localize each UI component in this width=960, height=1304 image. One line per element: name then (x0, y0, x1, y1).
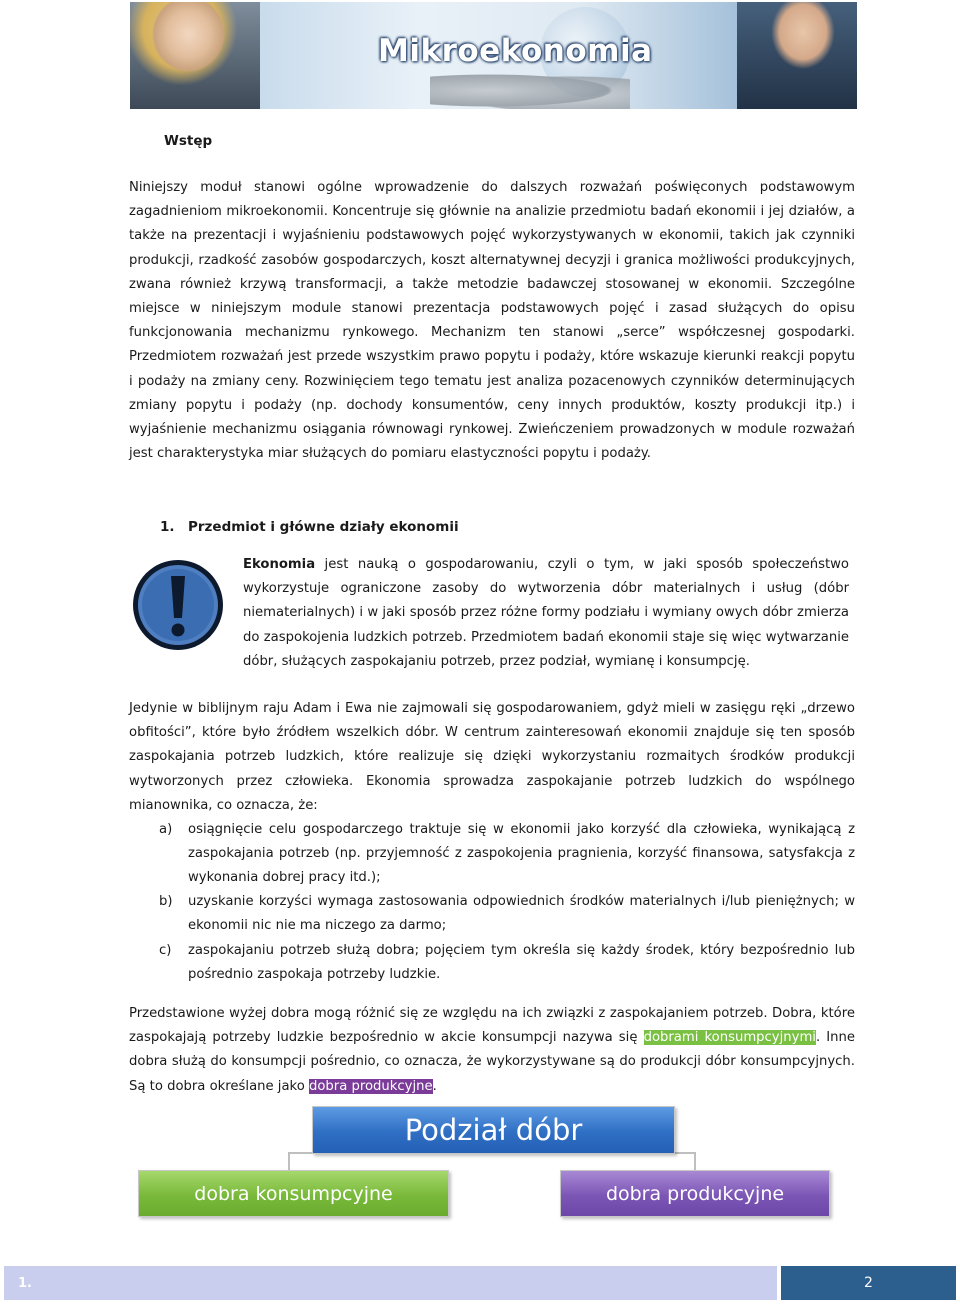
highlight-producer-goods: dobra produkcyjne (308, 1078, 433, 1094)
footer-section-label: 1. (4, 1266, 777, 1300)
list-text: osiągnięcie celu gospodarczego traktuje się w ekonomii jako korzyść dla człowieka, wynikającą z zaspokajania potrzeb (np. przyjemność z zaspokojenia pragnienia, korzyść finansowa, satysfakcja z wykonania dobrej pracy itd.); (188, 822, 855, 886)
banner-photo-man (737, 2, 857, 109)
diagram-consumer-goods-box: dobra konsumpcyjne (138, 1170, 449, 1217)
intro-paragraph: Niniejszy moduł stanowi ogólne wprowadzenie do dalszych rozważań poświęconych podstawowym zagadnieniom mikroekonomii. Koncentruje się głównie na analizie przedmiotu badań ekonomii i jej działów, a także na prezentacji i wyjaśnieniu podstawowych pojęć wykorzystywanych w ekonomii, takich jak czynniki produkcji, rzadkość zasobów gospodarczych, koszt alternatywnej decyzji i granica możliwości produkcyjnych, zwana również krzywą transformacji, a także metodzie badawczej stosowanej w ekonomii. Szczególne miejsce w niniejszym module stanowi prezentacja podstawowych pojęć i zasad służących do opisu funkcjonowania mechanizmu rynkowego. Mechanizm ten stanowi „serce” współczesnej gospodarki. Przedmiotem rozważań jest przede wszystkim prawo popytu i podaży, które wskazuje kierunki reakcji popytu i podaży na zmiany ceny. Rozwinięciem tego tematu jest analiza pozacenowych czynników determinujących zmiany popytu i podaży (np. dochody konsumentów, ceny innych produktów, koszty produkcji itp.) i wyjaśnienie mechanizmu osiągania równowagi rynkowej. Zwieńczeniem prowadzonych w module rozważań jest charakterystyka miar służących do pomiaru elastyczności popytu i podaży. (129, 180, 855, 462)
banner-coins-graphic (430, 72, 630, 109)
goods-text-part1: Przedstawione wyżej dobra mogą różnić się ze względu na ich związki z zaspokajaniem potrzeb. Dobra, które zaspokajają potrzeby ludzkie bezpośrednio w akcie konsumpcji nazywa się (129, 1006, 855, 1046)
goods-text-part2: . Inne dobra służą do konsumpcji pośrednio, co oznacza, że wykorzystywane są do produkcji dóbr konsumpcyjnych. Są to dobra określane jako (129, 1030, 855, 1094)
section-title: Przedmiot i główne działy ekonomii (188, 519, 459, 535)
highlight-consumer-goods: dobrami konsumpcyjnymi (643, 1030, 816, 1046)
footer-page-number: 2 (781, 1266, 956, 1300)
header-banner (130, 2, 857, 109)
diagram-connector-right (694, 1152, 696, 1170)
list-text: zaspokajaniu potrzeb służą dobra; pojęciem tym określa się każdy środek, który bezpośrednio lub pośrednio zaspokaja potrzeby ludzkie. (188, 943, 855, 983)
economy-paragraph: Jedynie w biblijnym raju Adam i Ewa nie zajmowali się gospodarowaniem, gdyż mieli w zasięgu ręki „drzewo obfitości”, które było źródłem wszelkich dóbr. W centrum zainteresowań ekonomii znajduje się ten sposób zaspokajania potrzeb ludzkich, które realizuje się dzięki wykorzystaniu rozmaitych środków produkcji wytworzonych przez człowieka. Ekonomia sprowadza zaspokajanie potrzeb ludzkich do wspólnego mianownika, co oznacza, że: (129, 701, 855, 813)
list-marker: c) (159, 943, 172, 958)
list-text: uzyskanie korzyści wymaga zastosowania odpowiednich środków materialnych i/lub pieniężnych; w ekonomii nic nie ma niczego za darmo; (188, 894, 855, 934)
definition-paragraph (243, 553, 849, 674)
diagram-connector-left (288, 1152, 290, 1170)
section-number: 1. (160, 519, 175, 535)
goods-paragraph (129, 1002, 855, 1099)
intro-heading: Wstęp (164, 133, 213, 149)
list-marker: b) (159, 894, 173, 909)
goods-text-part3: . (432, 1078, 437, 1094)
banner-title: Mikroekonomia (378, 33, 653, 69)
banner-photo-woman (130, 2, 260, 109)
diagram-producer-goods-box: dobra produkcyjne (560, 1170, 830, 1217)
exclamation-warning-icon (131, 558, 225, 652)
list-marker: a) (159, 822, 173, 837)
definition-text: jest nauką o gospodarowaniu, czyli o tym, w jaki sposób społeczeństwo wykorzystuje ograniczone zasoby do wytworzenia dóbr materialnych i usług (dóbr niematerialnych) i w jaki sposób przez różne formy podziału i wymiany owych dóbr zmierza do zaspokojenia ludzkich potrzeb. Przedmiotem badań ekonomii staje się więc wytwarzanie dóbr, służących zaspokajaniu potrzeb, przez podział, wymianę i konsumpcję. (243, 557, 849, 669)
definition-term: Ekonomia (243, 557, 316, 572)
diagram-root-box: Podział dóbr (312, 1106, 675, 1154)
